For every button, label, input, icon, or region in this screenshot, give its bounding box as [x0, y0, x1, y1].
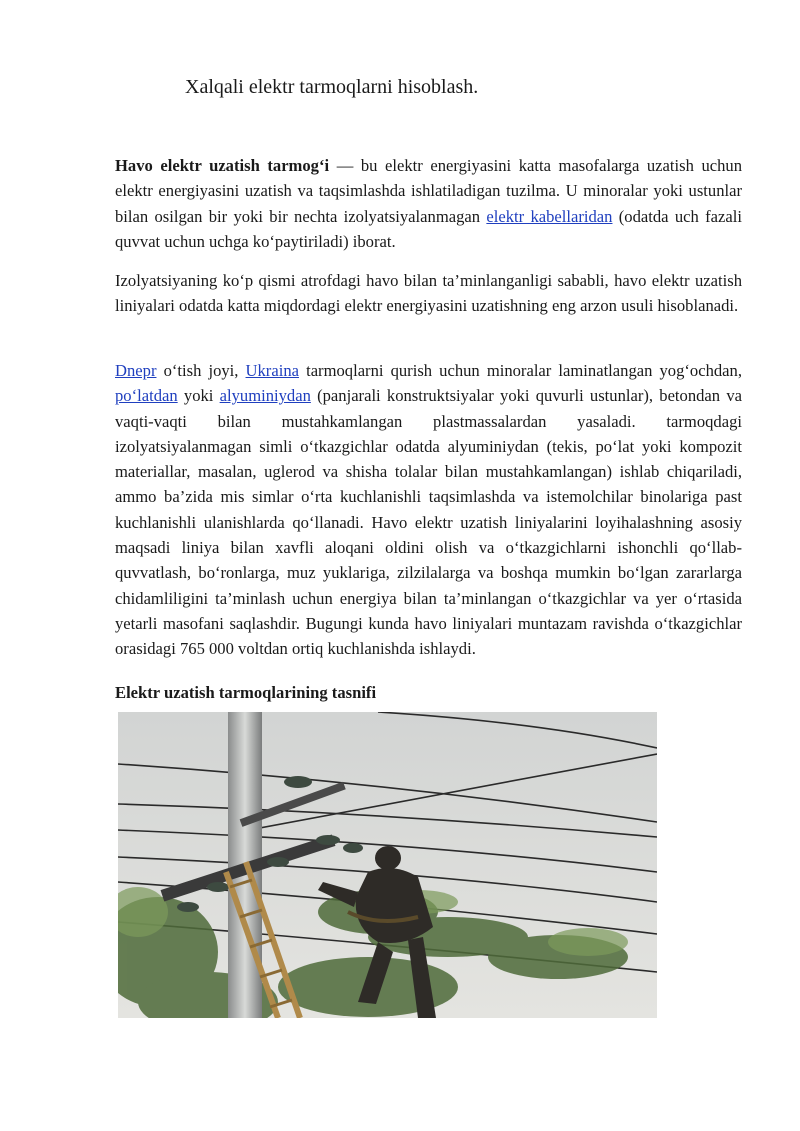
paragraph-text: (panjarali konstruktsiyalar yoki quvurli ustunlar), betondan va vaqti-vaqti bilan mustahkamlangan plastmassalardan yasaladi. tarmoqdagi izolyatsiyalanmagan simli o‘tkazgichlar odatda alyuminiydan (tekis, po‘lat yoki kompozit materiallar, masalan, uglerod va shisha tolalar bilan mustahkamlangan) ishlab chiqariladi, ammo ba’zida mis simlar o‘rta kuchlanishli taqsimlashda va istemolchilar binolariga past kuchlanishli ulanishlarda qo‘llanadi. Havo elektr uzatish liniyalarini loyihalashning asosiy maqsadi liniya bilan xavfli aloqani oldini olish va o‘tkazgichlarni ishonchli qo‘llab-quvvatlash, bo‘ronlarga, muz yuklariga, zilzilalarga va boshqa mumkin bo‘lgan zararlarga chidamliligini ta’minlash uchun energiya bilan ta’minlangan o‘tkazgichlar va yer o‘rtasida yetarli masofani saqlashdir. Bugungi kunda havo liniyalari muntazam ravishda o‘tkazgichlar orasidagi 765 000 voltdan ortiq kuchlanishda ishlaydi. — [115, 386, 742, 659]
link-alyuminiydan[interactable]: alyuminiydan — [219, 386, 311, 406]
power-line-worker-photo — [118, 712, 657, 1018]
paragraph-text: o‘tish joyi, — [156, 361, 246, 380]
paragraph-text: yoki — [177, 386, 220, 406]
section-subheading: Elektr uzatish tarmoqlarining tasnifi — [115, 683, 377, 702]
paragraph-construction — [115, 358, 742, 662]
link-dnepr[interactable]: Dnepr — [115, 361, 157, 380]
link-elektr-kabellaridan[interactable]: elektr kabellaridan — [486, 206, 613, 226]
link-polatdan[interactable]: po‘latdan — [115, 386, 178, 406]
term-bold: Havo elektr uzatish tarmog‘i — [115, 156, 330, 175]
document-title: Xalqali elektr tarmoqlarni hisoblash. — [185, 76, 479, 98]
paragraph-text: tarmoqlarni qurish uchun minoralar laminatlangan yog‘ochdan, — [298, 361, 742, 380]
paragraph-text: — bu elektr energiyasini katta masofalarga uzatish uchun elektr energiyasini uzatish va taqsimlashda ishlatiladigan tuzilma. U minoralar yoki ustunlar bilan osilgan bir yoki bir nechta izolyatsiyalanmagan — [115, 156, 743, 226]
paragraph-definition — [115, 153, 742, 254]
link-ukraina[interactable]: Ukraina — [245, 361, 299, 380]
paragraph-text: (odatda uch fazali quvvat uchun uchga ko‘paytiriladi) iborat. — [115, 206, 742, 251]
paragraph-insulation: Izolyatsiyaning ko‘p qismi atrofdagi havo bilan ta’minlanganligi sababli, havo elektr uzatish liniyalari odatda katta miqdordagi elektr energiyasini uzatishning eng arzon usuli hisoblanadi. — [115, 271, 742, 316]
